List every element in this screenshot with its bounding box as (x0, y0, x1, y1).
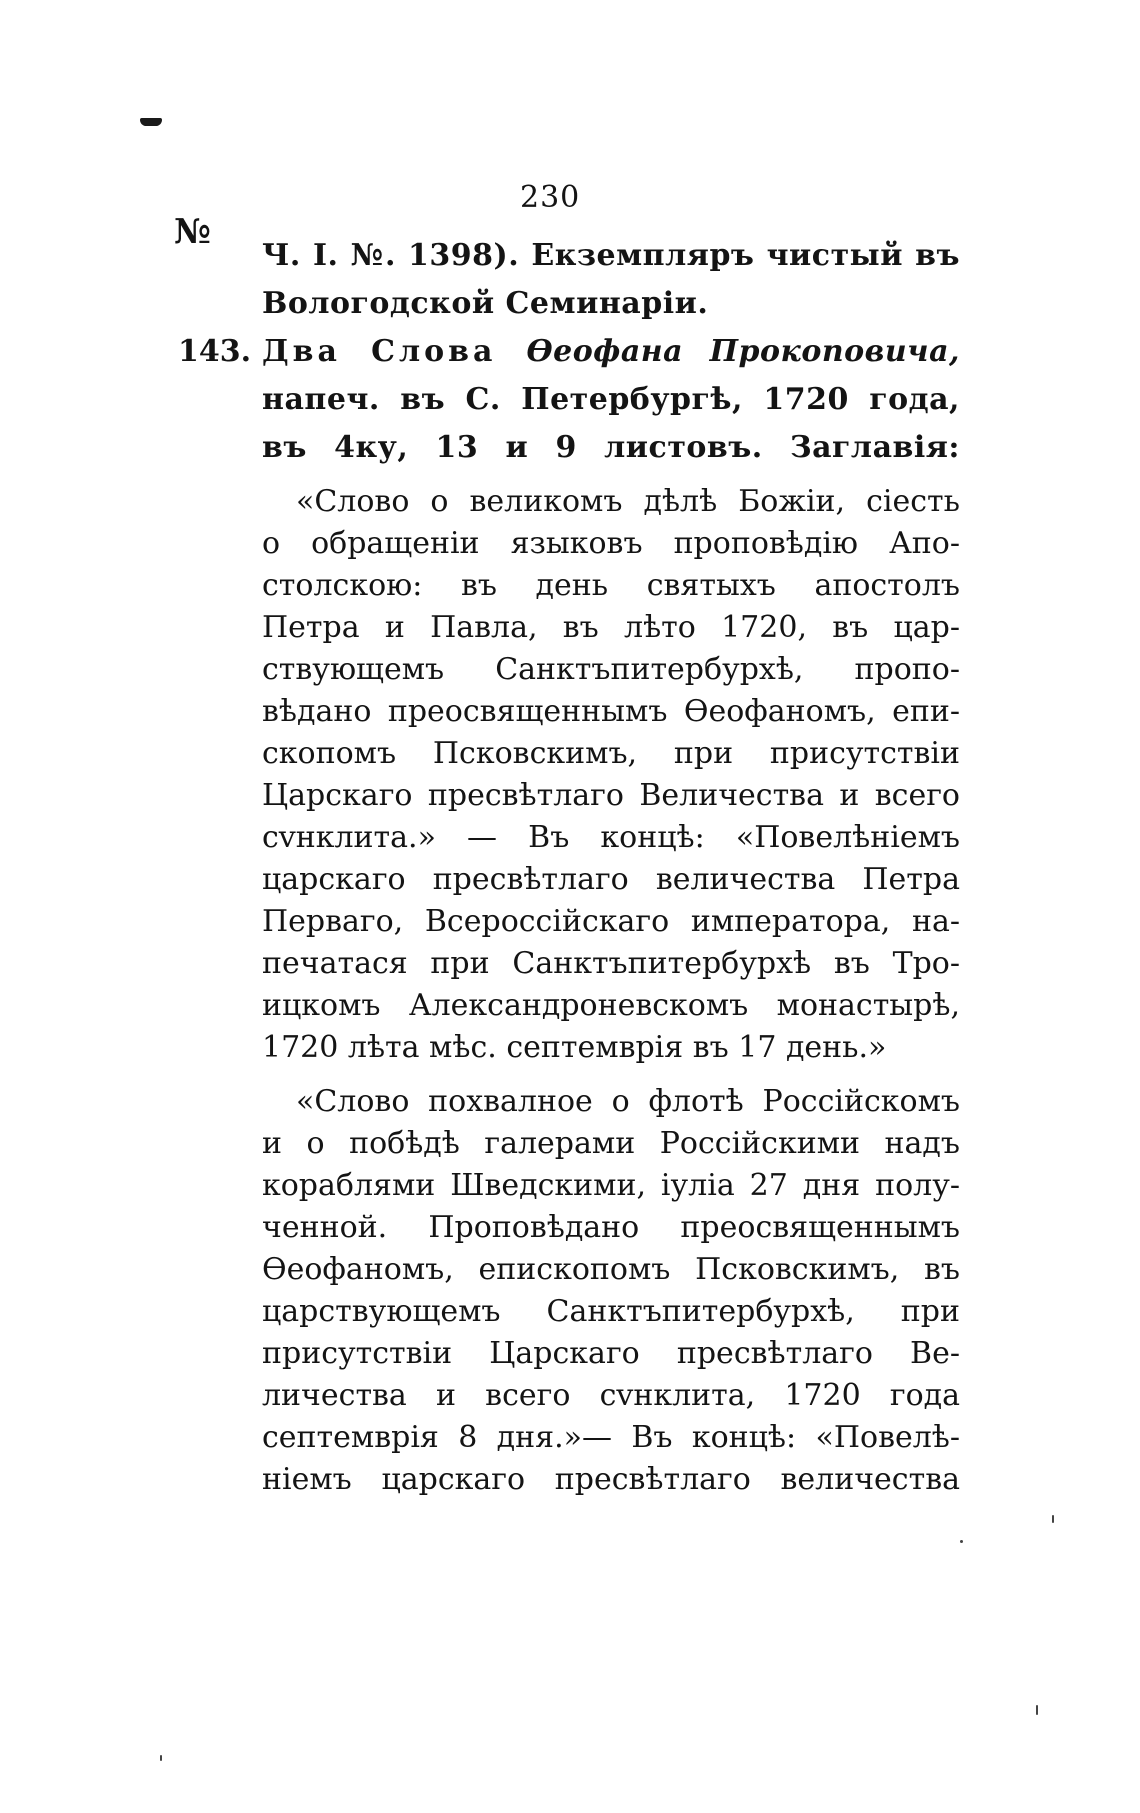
ink-mark (140, 118, 162, 126)
quote-line: ицкомъ Александроневскомъ монастырѣ, (262, 988, 960, 1023)
quote-line: «Слово о великомъ дѣлѣ Божіи, сіесть (296, 484, 960, 519)
text-line: Ч. I. №. 1398). Екземпляръ чистый въ (262, 238, 960, 273)
margin-number-sign: № (174, 212, 211, 252)
text-line: въ 4ку, 13 и 9 листовъ. Заглавія: (262, 430, 960, 465)
entry-number: 143. (178, 334, 252, 369)
quote-line: ніемъ царскаго пресвѣтлаго величества (262, 1462, 960, 1497)
quote-line: «Слово похвалное о флотѣ Россійскомъ (296, 1084, 960, 1119)
paper-speck (960, 1540, 963, 1543)
quote-line: столскою: въ день святыхъ апостолъ (262, 568, 960, 603)
quote-line: личества и всего сvнклита, 1720 года (262, 1378, 960, 1413)
quote-line: сvнклита.» — Въ концѣ: «Повелѣніемъ (262, 820, 960, 855)
quote-line: Ѳеофаномъ, епископомъ Псковскимъ, въ (262, 1252, 960, 1287)
quote-line: о обращеніи языковъ проповѣдію Апо- (262, 526, 960, 561)
quote-line: печатася при Санктъпитербурхѣ въ Тро- (262, 946, 960, 981)
text-line: Вологодской Семинаріи. (262, 286, 709, 321)
paper-speck (1052, 1515, 1054, 1523)
paper-speck (160, 1755, 162, 1761)
quote-line: ствующемъ Санктъпитербурхѣ, пропо- (262, 652, 960, 687)
quote-line: ченной. Проповѣдано преосвященнымъ (262, 1210, 960, 1245)
quote-line: царскаго пресвѣтлаго величества Петра (262, 862, 960, 897)
quote-line: септемврія 8 дня.»— Въ концѣ: «Повелѣ- (262, 1420, 960, 1455)
quote-line: царствующемъ Санктъпитербурхѣ, при (262, 1294, 960, 1329)
page-number: 230 (520, 180, 581, 215)
quote-line: вѣдано преосвященнымъ Ѳеофаномъ, епи- (262, 694, 960, 729)
quote-line: скопомъ Псковскимъ, при присутствіи (262, 736, 960, 771)
quote-line: и о побѣдѣ галерами Россійскими надъ (262, 1126, 960, 1161)
title-author: Ѳеофана Прокоповича, (526, 334, 960, 369)
text-line: напеч. въ С. Петербургѣ, 1720 года, (262, 382, 960, 417)
paper-speck (1036, 1705, 1038, 1715)
title-small-caps: Два Слова (262, 334, 527, 369)
quote-line: присутствіи Царскаго пресвѣтлаго Ве- (262, 1336, 960, 1371)
quote-line: Петра и Павла, въ лѣто 1720, въ цар- (262, 610, 960, 645)
quote-line: кораблями Шведскими, іуліа 27 дня полу- (262, 1168, 960, 1203)
entry-title-line (262, 328, 960, 376)
quote-line: Перваго, Всероссійскаго императора, на- (262, 904, 960, 939)
quote-line: 1720 лѣта мѣс. септемврія въ 17 день.» (262, 1030, 887, 1065)
quote-line: Царскаго пресвѣтлаго Величества и всего (262, 778, 960, 813)
